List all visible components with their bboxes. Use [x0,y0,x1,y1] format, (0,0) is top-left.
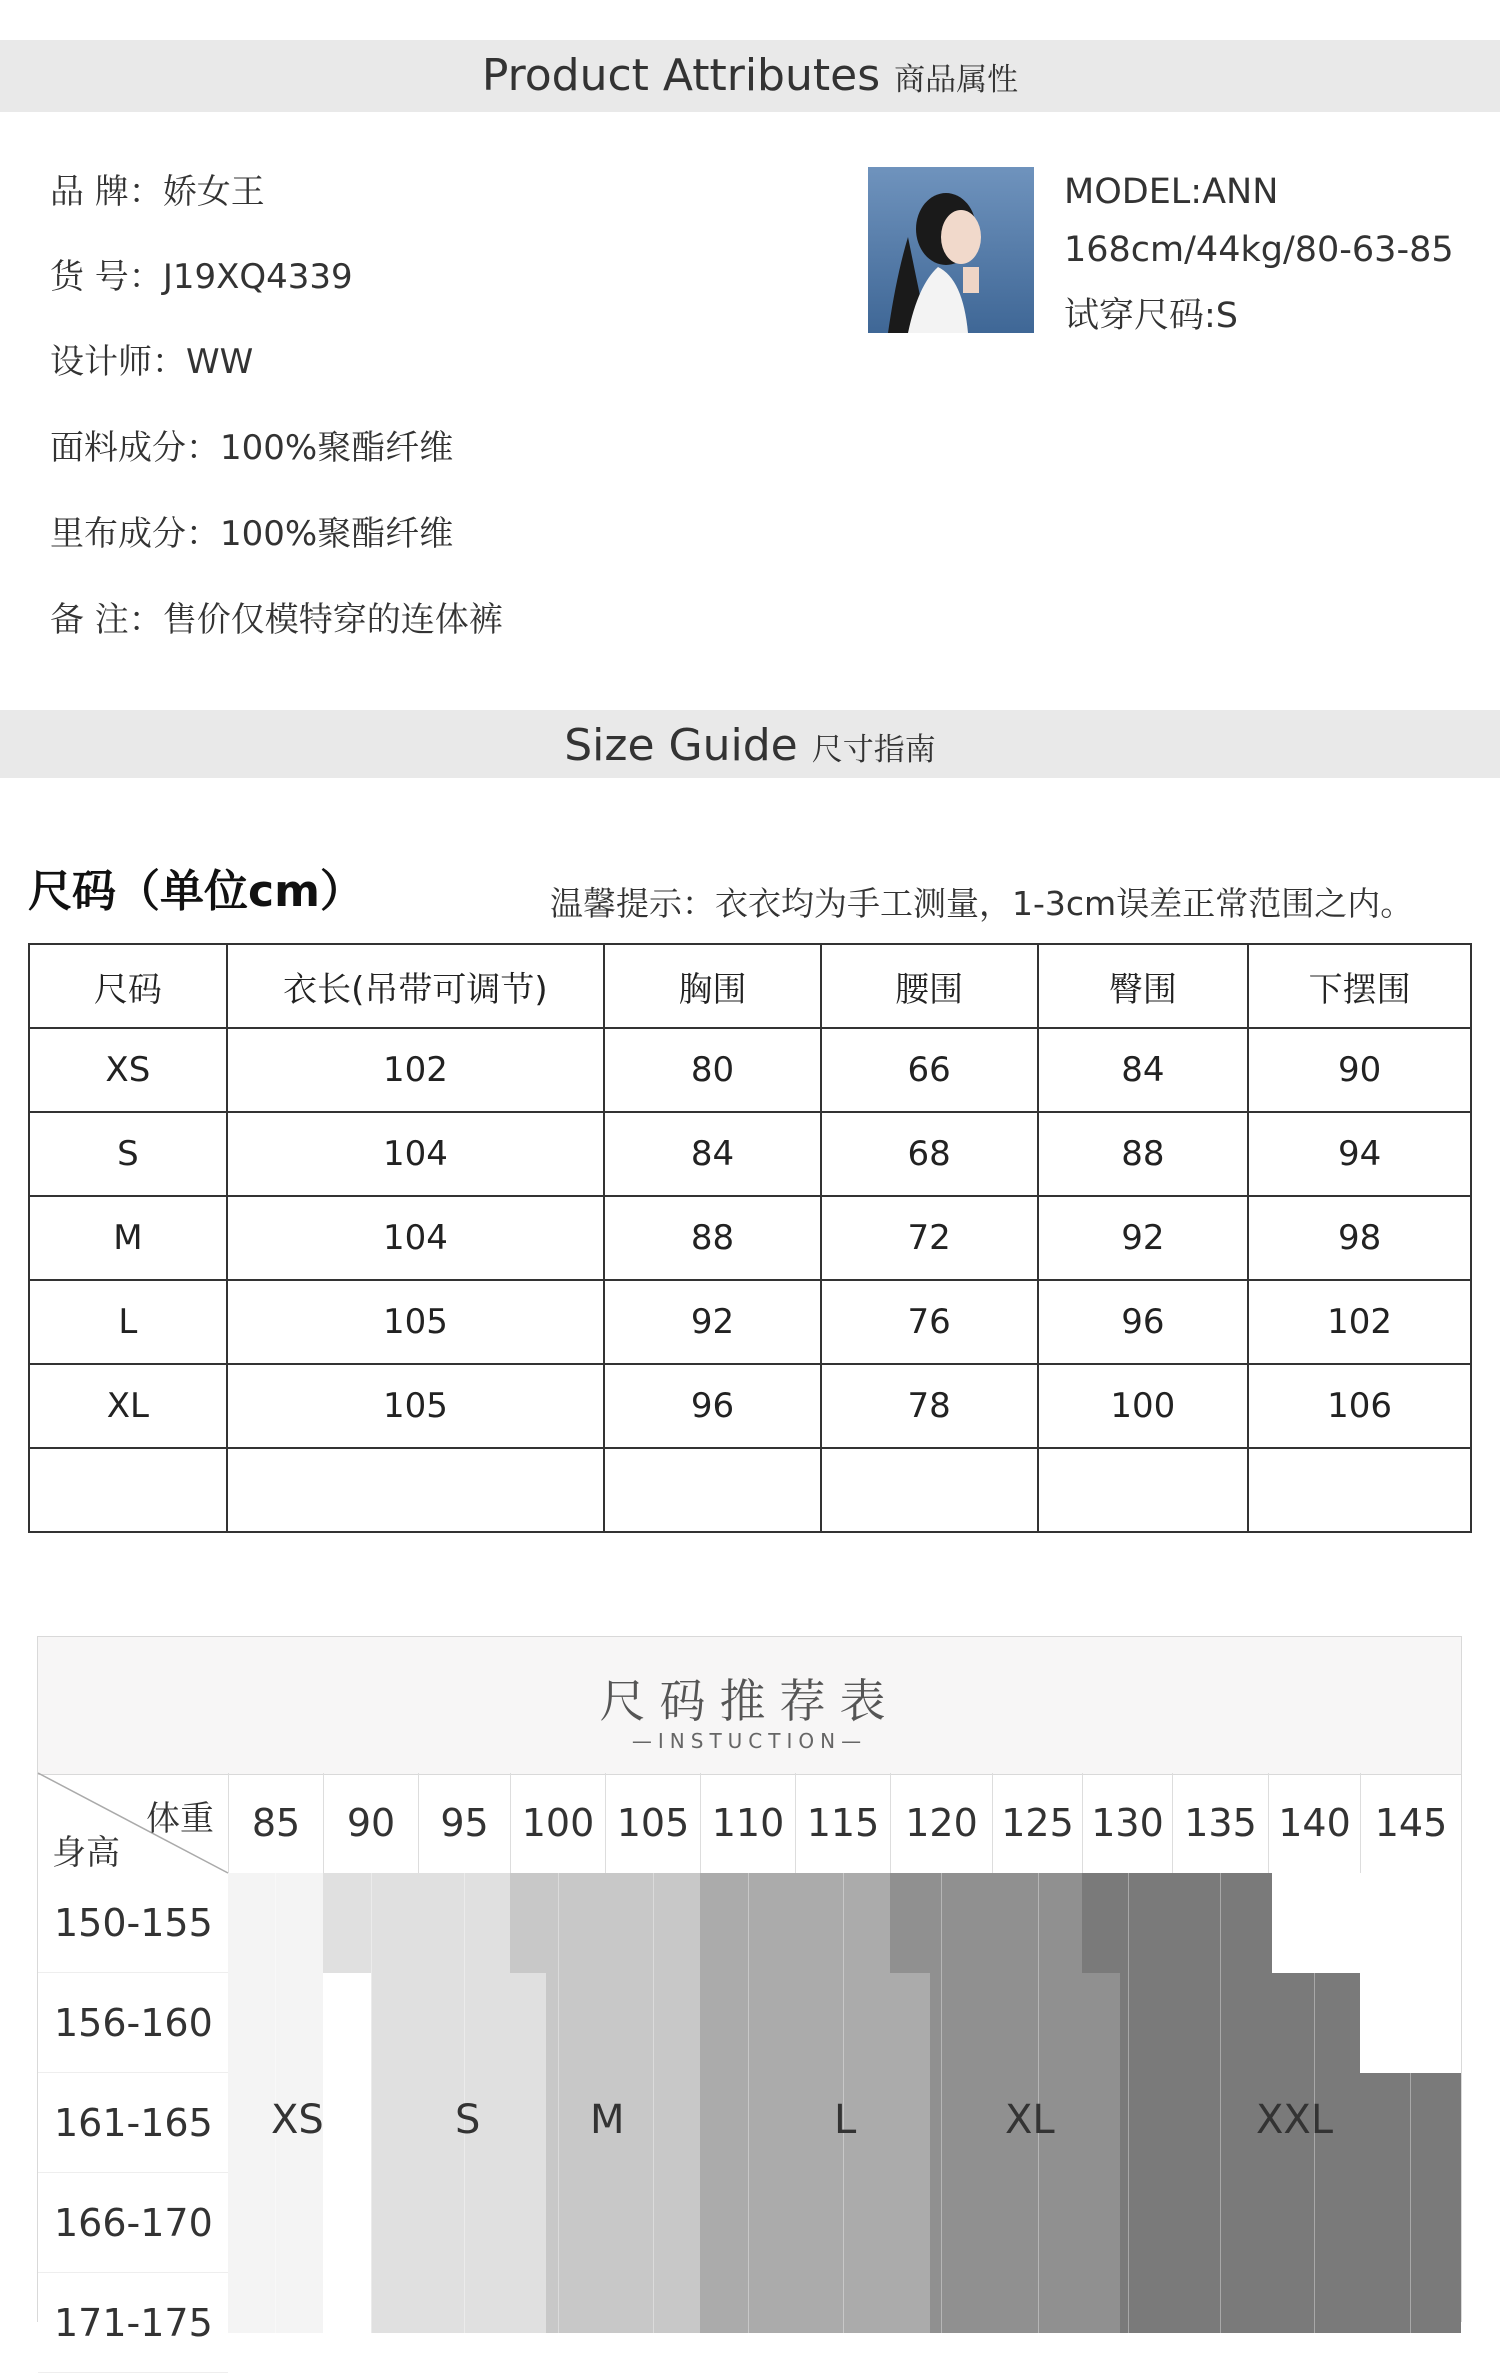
table-cell: 96 [604,1364,821,1448]
size-recommendation-chart [37,1636,1462,2345]
table-cell: 78 [821,1364,1038,1448]
size-zone-xxl [1120,1973,1360,2073]
height-header: 161-165 [38,2073,228,2173]
size-label-m: M [590,2097,625,2143]
size-zone-m [546,1973,700,2333]
height-header: 166-170 [38,2173,228,2273]
height-label: 身高 [52,1833,120,1873]
attr-lining [50,506,453,555]
table-row [29,1448,1471,1532]
table-row [29,1028,1471,1112]
size-table-tip: 温馨提示：衣衣均为手工测量，1-3cm误差正常范围之内。 [550,884,1414,923]
table-row [29,1280,1471,1364]
weight-header: 130 [1082,1773,1172,1873]
table-cell: L [29,1280,227,1364]
recommendation-title: 尺码推荐表 [599,1674,900,1728]
size-guide-header [0,710,1500,778]
corner-cell [38,1773,228,1873]
attr-label: 里布成分： [50,514,220,554]
size-zone-l [700,1873,890,1973]
table-cell: 84 [604,1112,821,1196]
weight-header: 145 [1360,1773,1461,1873]
table-cell: 102 [227,1028,604,1112]
table-cell: 88 [1038,1112,1249,1196]
model-avatar [868,167,1034,333]
attr-label: 备 注： [50,600,163,640]
header-en: Product Attributes [481,50,881,101]
product-attributes-header [0,40,1500,112]
table-cell: 68 [821,1112,1038,1196]
table-cell: 94 [1248,1112,1471,1196]
model-stats: 168cm/44kg/80-63-85 [1064,230,1454,270]
height-header: 150-155 [38,1873,228,1973]
model-name: MODEL:ANN [1064,172,1279,212]
table-cell: 88 [604,1196,821,1280]
recommendation-subtitle: —INSTUCTION— [631,1729,868,1753]
size-zone-xl [930,1973,1120,2333]
table-cell: 92 [604,1280,821,1364]
table-cell: 76 [821,1280,1038,1364]
weight-header: 140 [1268,1773,1360,1873]
col-header: 下摆围 [1248,944,1471,1028]
size-zone-m [510,1873,700,1973]
attr-value: 100%聚酯纤维 [220,428,454,468]
table-cell: 105 [227,1280,604,1364]
attr-label: 面料成分： [50,428,220,468]
table-cell: 106 [1248,1364,1471,1448]
weight-header: 110 [700,1773,795,1873]
table-row [29,1196,1471,1280]
weight-header: 115 [795,1773,890,1873]
table-cell: XL [29,1364,227,1448]
table-cell: S [29,1112,227,1196]
attr-value: 100%聚酯纤维 [220,514,454,554]
table-cell [604,1448,821,1532]
table-cell: 72 [821,1196,1038,1280]
table-cell: 102 [1248,1280,1471,1364]
weight-header: 105 [605,1773,700,1873]
size-label-xs: XS [271,2097,324,2143]
attr-value: 售价仅模特穿的连体裤 [162,600,503,640]
table-cell: 104 [227,1196,604,1280]
attr-label: 设计师： [50,342,186,382]
table-row [29,1112,1471,1196]
table-cell: 92 [1038,1196,1249,1280]
weight-header: 100 [510,1773,605,1873]
size-table [28,943,1472,1533]
attr-label: 货 号： [50,257,163,297]
table-cell: 104 [227,1112,604,1196]
col-header: 臀围 [1038,944,1249,1028]
attr-value: 娇女王 [162,172,265,212]
table-cell: 96 [1038,1280,1249,1364]
weight-header: 135 [1172,1773,1268,1873]
table-cell [821,1448,1038,1532]
header-en: Size Guide [564,720,798,771]
attr-brand [50,164,265,213]
height-header: 171-175 [38,2273,228,2373]
size-zone-xxl [1082,1873,1272,1973]
size-table-header-row [29,944,1471,1028]
weight-header: 95 [418,1773,510,1873]
table-cell: 100 [1038,1364,1249,1448]
col-header: 腰围 [821,944,1038,1028]
attr-note [50,592,503,641]
table-cell: M [29,1196,227,1280]
weight-label: 体重 [146,1799,214,1839]
header-cn: 尺寸指南 [811,732,936,768]
table-cell: 80 [604,1028,821,1112]
col-header: 衣长(吊带可调节) [227,944,604,1028]
table-cell: 84 [1038,1028,1249,1112]
table-cell [29,1448,227,1532]
attr-label: 品 牌： [50,172,163,212]
recommendation-header [38,1636,1461,1775]
attr-item-no [50,249,353,298]
size-label-xxl: XXL [1256,2097,1334,2143]
size-zone-s [371,1973,546,2333]
table-cell [1038,1448,1249,1532]
size-table-title: 尺码（单位cm） [28,866,364,917]
height-header: 156-160 [38,1973,228,2073]
size-zone-l [700,1973,930,2333]
weight-header: 120 [890,1773,992,1873]
table-cell: 105 [227,1364,604,1448]
table-cell [1248,1448,1471,1532]
attr-value: J19XQ4339 [162,257,353,297]
table-cell: 98 [1248,1196,1471,1280]
size-label-s: S [455,2097,481,2143]
table-row [29,1364,1471,1448]
size-label-l: L [834,2097,857,2143]
attr-designer [50,334,253,383]
size-zone-xl [890,1873,1082,1973]
table-cell: 66 [821,1028,1038,1112]
model-trial-size: 试穿尺码:S [1064,296,1239,336]
weight-header: 85 [228,1773,323,1873]
col-header: 尺码 [29,944,227,1028]
weight-header: 90 [323,1773,418,1873]
col-header: 胸围 [604,944,821,1028]
table-cell [227,1448,604,1532]
table-cell: 90 [1248,1028,1471,1112]
attr-value: WW [186,342,254,382]
weight-header: 125 [992,1773,1082,1873]
table-cell: XS [29,1028,227,1112]
attr-fabric [50,420,453,469]
size-label-xl: XL [1005,2097,1055,2143]
header-cn: 商品属性 [894,62,1019,98]
